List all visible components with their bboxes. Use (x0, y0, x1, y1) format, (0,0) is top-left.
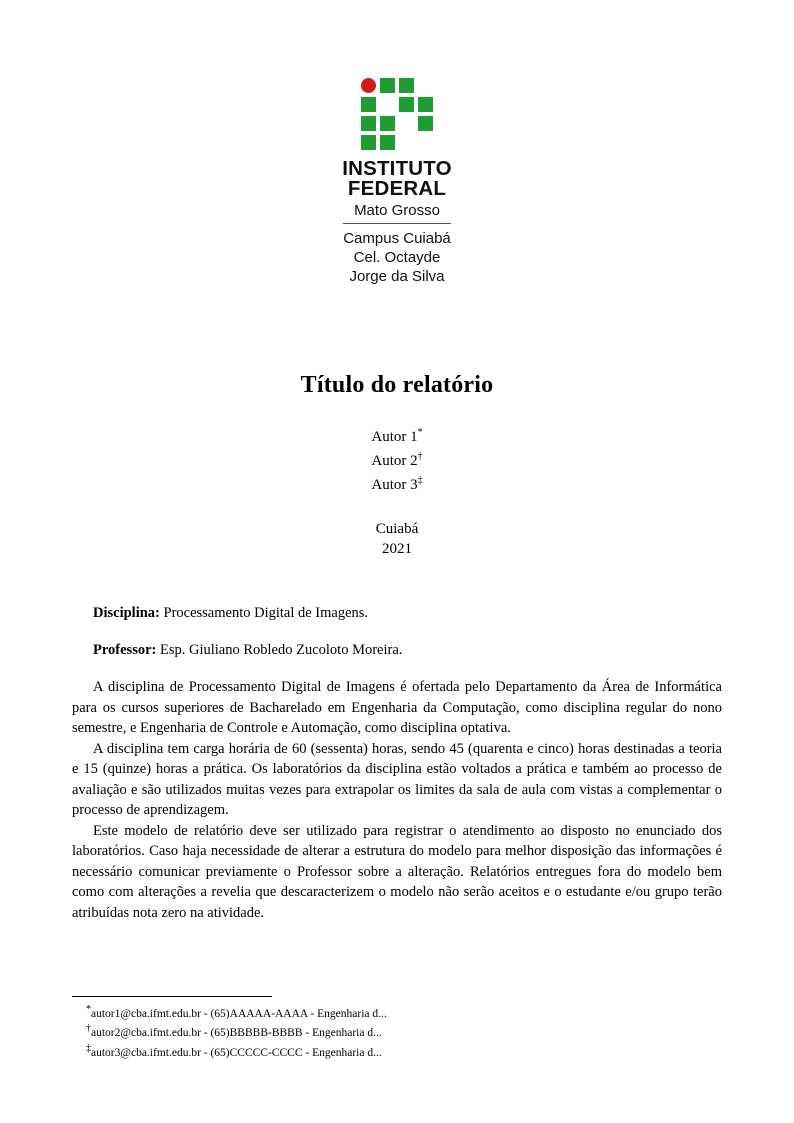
logo-campus-line2: Cel. Octayde (353, 249, 441, 266)
author-list (72, 423, 722, 495)
footnote-item (72, 1041, 722, 1061)
author-entry (72, 447, 722, 471)
author-footnote-mark: † (417, 451, 423, 462)
place-and-year (72, 519, 722, 559)
discipline-value: Processamento Digital de Imagens. (163, 605, 369, 621)
footnote-divider (72, 996, 272, 997)
footnote-text: autor2@cba.ifmt.edu.br - (65)BBBBB-BBBB - Engenharia d... (91, 1027, 382, 1040)
logo-institute-line2: FEDERAL (347, 177, 447, 200)
footnote-text: autor3@cba.ifmt.edu.br - (65)CCCCC-CCCC - Engenharia d... (91, 1047, 382, 1059)
author-entry (72, 423, 722, 447)
author-entry (72, 471, 722, 495)
logo-campus-line1: Campus Cuiabá (343, 230, 451, 247)
professor-row (72, 640, 722, 660)
instituto-federal-logo-icon (361, 78, 433, 150)
institution-logo-block (72, 78, 722, 286)
footnote-text: autor1@cba.ifmt.edu.br - (65)AAAAA-AAAA - Engenharia d... (91, 1007, 387, 1020)
paragraph: A disciplina de Processamento Digital de Imagens é ofertada pelo Departamento da Área de Informática para os cursos superiores de Bacharelado em Engenharia da Computação, como disciplina regular do nono semestre, e Engenharia de Controle e Automação, como disciplina optativa. (72, 679, 722, 736)
author-footnote-mark: * (417, 427, 423, 438)
body-text (72, 677, 722, 923)
footnote-mark: ‡ (86, 1043, 91, 1055)
page-title: Título do relatório (300, 372, 494, 398)
discipline-label: Disciplina: (93, 605, 160, 621)
discipline-row (72, 603, 722, 623)
footnote-mark: † (86, 1023, 91, 1035)
footnote-item (72, 1021, 722, 1041)
course-metadata (72, 603, 722, 660)
author-name: Autor 2 (371, 453, 418, 469)
logo-campus (343, 229, 451, 286)
footnote-item (72, 1002, 722, 1022)
logo-institute-name (342, 159, 452, 199)
paragraph: Este modelo de relatório deve ser utilizado para registrar o atendimento ao disposto no enunciado dos laboratórios. Caso haja necessidade de alterar a estrutura do modelo para melhor disposição das informações é necessário comunicar previamente o Professor sobre a alteração. Relatórios entregues fora do modelo bem como com alterações a revelia que descaracterizem o modelo não serão aceitos e o estudante e/ou grupo terão atribuídas nota zero na atividade. (72, 822, 722, 921)
place-city: Cuiabá (375, 521, 419, 537)
professor-value: Esp. Giuliano Robledo Zucoloto Moreira. (159, 642, 403, 658)
author-name: Autor 3 (371, 477, 418, 493)
place-year: 2021 (382, 541, 412, 557)
logo-campus-line3: Jorge da Silva (349, 268, 445, 285)
professor-label: Professor: (93, 642, 157, 658)
paragraph: A disciplina tem carga horária de 60 (sessenta) horas, sendo 45 (quarenta e cinco) horas destinadas a teoria e 15 (quinze) horas a prática. Os laboratórios da disciplina estão voltados a prática e também ao processo de avaliação e são utilizados muitas vezes para extrapolar os limites da sala de aula com vistas a complementar o processo de aprendizagem. (72, 740, 722, 818)
footnotes (72, 996, 722, 1061)
logo-state: Mato Grosso (343, 201, 451, 224)
author-name: Autor 1 (371, 429, 418, 445)
logo-institute-line1: INSTITUTO (342, 157, 452, 180)
author-footnote-mark: ‡ (417, 475, 423, 486)
footnote-mark: * (86, 1003, 91, 1015)
